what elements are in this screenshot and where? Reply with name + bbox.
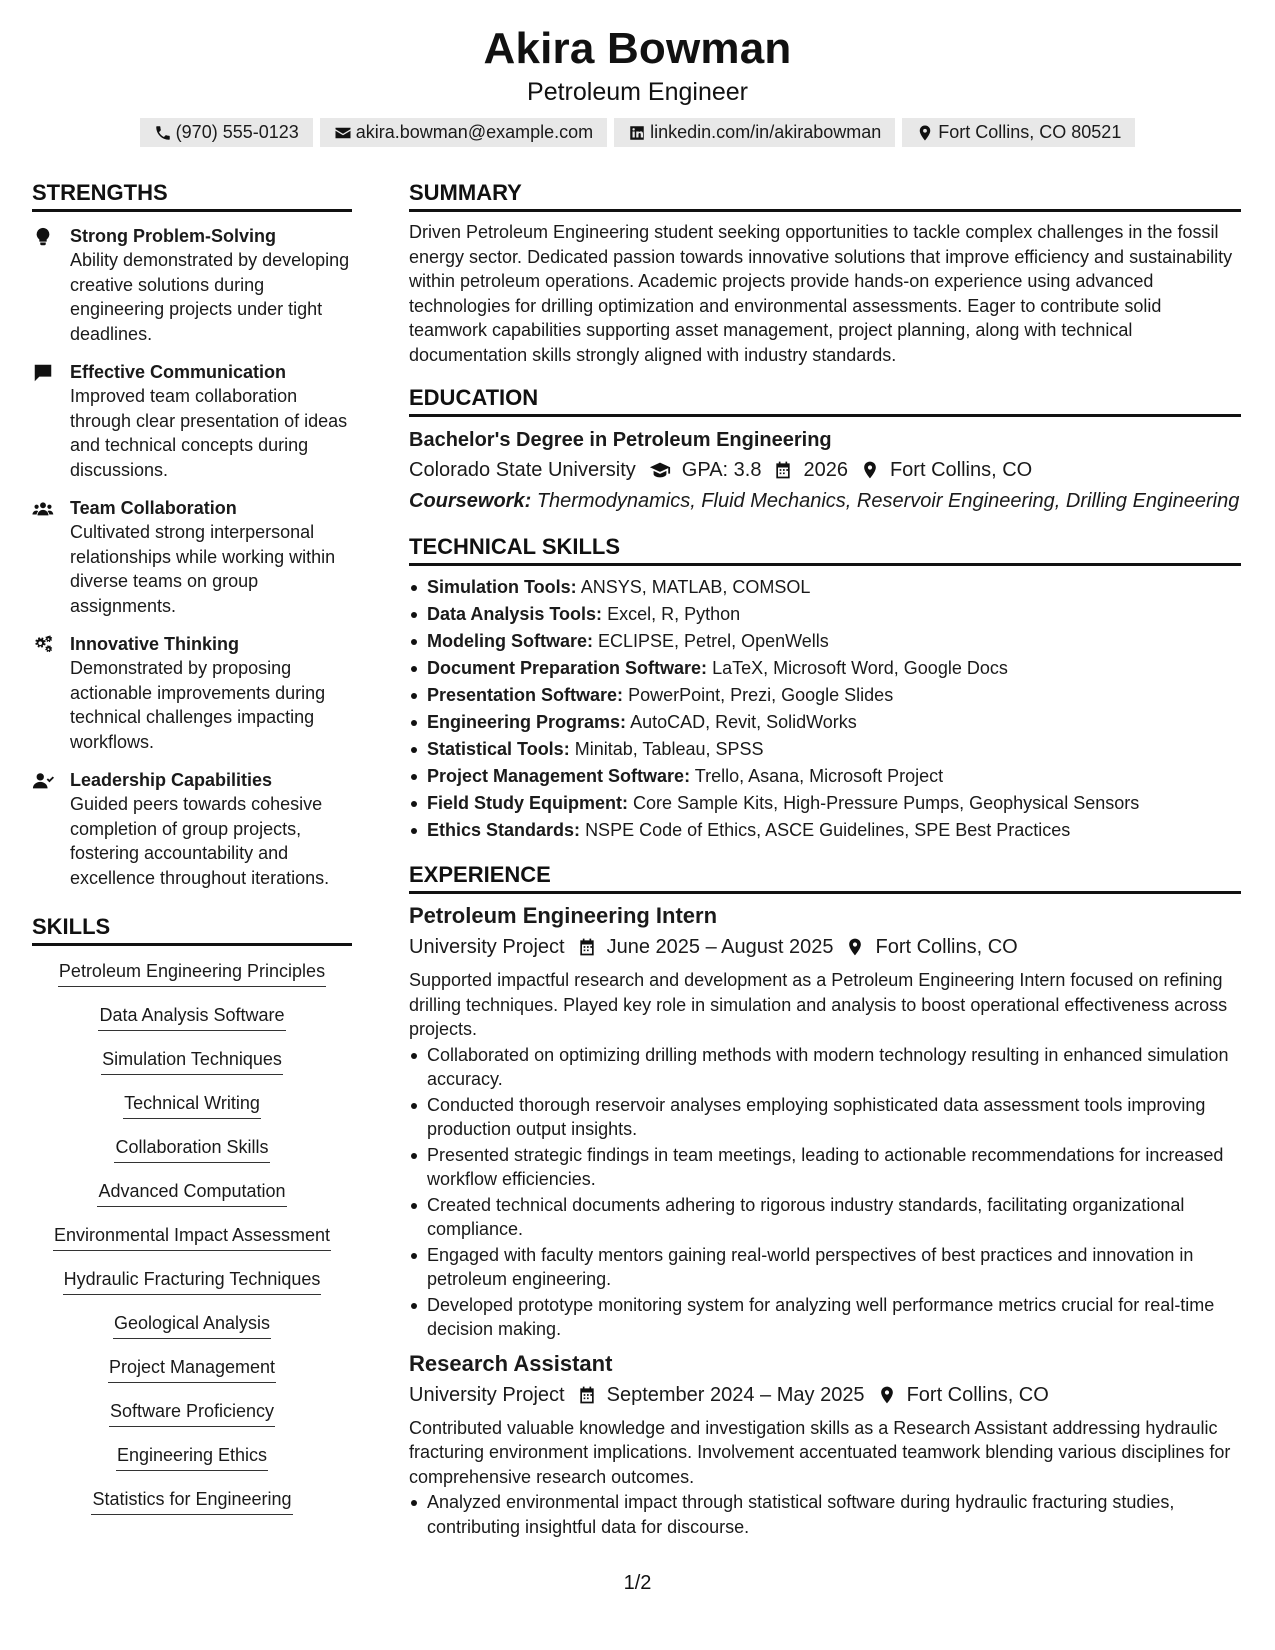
list-item: Created technical documents adhering to rigorous industry standards, facilitating organizational compliance. [409, 1193, 1241, 1242]
gpa: GPA: 3.8 [681, 459, 762, 481]
coursework [409, 486, 1241, 516]
list-item: Engaged with faculty mentors gaining real-world perspectives of best practices and innovation in petroleum engineering. [409, 1243, 1241, 1292]
skill-category: Modeling Software: [427, 631, 593, 651]
skill-values: Minitab, Tableau, SPSS [574, 739, 764, 759]
job-title: Research Assistant [409, 1350, 613, 1376]
skill-item: Software Proficiency [109, 1398, 275, 1427]
contact-location-text: Fort Collins, CO 80521 [938, 122, 1122, 142]
strength-item [32, 496, 352, 618]
candidate-title: Petroleum Engineer [527, 78, 748, 106]
school-name: Colorado State University [409, 459, 636, 481]
job-title: Petroleum Engineering Intern [409, 903, 718, 928]
list-item [409, 601, 1241, 628]
comment-icon [32, 362, 54, 384]
job-location: Fort Collins, CO [875, 936, 1018, 958]
strength-description: Guided peers towards cohesive completion of group projects, fostering accountability and excellence throughout iterations. [70, 794, 330, 888]
skill-item: Geological Analysis [113, 1310, 271, 1339]
skill-values: Core Sample Kits, High-Pressure Pumps, Geophysical Sensors [633, 793, 1140, 813]
education-meta [409, 455, 1241, 485]
page-number: 1/2 [623, 1572, 652, 1594]
list-item [409, 817, 1241, 844]
skill-values: LaTeX, Microsoft Word, Google Docs [712, 658, 1008, 678]
calendar-icon [577, 1385, 597, 1405]
degree-title: Bachelor's Degree in Petroleum Engineering [409, 429, 832, 451]
calendar-icon [773, 460, 793, 480]
skill-item: Project Management [108, 1354, 276, 1383]
linkedin-icon [628, 124, 646, 142]
skill-category: Ethics Standards: [427, 820, 581, 840]
skill-item: Data Analysis Software [98, 1002, 285, 1031]
job-entry [409, 1350, 1241, 1540]
skill-values: ANSYS, MATLAB, COMSOL [580, 577, 811, 597]
contact-bar [0, 118, 1275, 147]
summary-section [409, 178, 1241, 367]
skill-item: Technical Writing [123, 1090, 261, 1119]
education-section [409, 383, 1241, 516]
skill-category: Field Study Equipment: [427, 793, 628, 813]
users-icon [32, 498, 54, 520]
skill-category: Document Preparation Software: [427, 658, 708, 678]
skill-category: Engineering Programs: [427, 712, 627, 732]
skill-item: Statistics for Engineering [91, 1486, 292, 1515]
list-item [409, 574, 1241, 601]
job-location: Fort Collins, CO [906, 1383, 1049, 1406]
user-check-icon [32, 770, 54, 792]
list-item [409, 709, 1241, 736]
summary-text: Driven Petroleum Engineering student seeking opportunities to tackle complex challenges in the fossil energy sector. Dedicated passion towards innovative solutions that improve efficiency and sustainability within petroleum operations. Academic projects provide hands-on experience using advanced technologies for drilling optimization and environmental assessments. Eager to contribute solid teamwork capabilities supporting asset management, project planning, along with technical documentation skills strongly aligned with industry standards. [409, 222, 1233, 365]
technical-skills-list [409, 574, 1241, 844]
skill-category: Statistical Tools: [427, 739, 570, 759]
skill-item: Environmental Impact Assessment [53, 1222, 331, 1251]
strength-title: Strong Problem-Solving [70, 226, 277, 246]
list-item [409, 655, 1241, 682]
strength-title: Leadership Capabilities [70, 770, 273, 790]
contact-location [902, 118, 1135, 147]
skill-values: AutoCAD, Revit, SolidWorks [630, 712, 857, 732]
candidate-name: Akira Bowman [483, 24, 792, 73]
coursework-label: Coursework: [409, 490, 532, 512]
list-item: Presented strategic findings in team meetings, leading to actionable recommendations for increased workflow efficiencies. [409, 1143, 1241, 1192]
skill-item: Petroleum Engineering Principles [58, 958, 326, 987]
experience-section [409, 860, 1241, 1539]
strength-item [32, 768, 352, 890]
experience-heading: EXPERIENCE [409, 860, 1241, 894]
list-item [409, 763, 1241, 790]
contact-email-text: akira.bowman@example.com [355, 122, 594, 142]
lightbulb-icon [32, 226, 54, 248]
right-column [409, 178, 1241, 1540]
calendar-icon [577, 937, 597, 957]
strength-description: Ability demonstrated by developing creative solutions during engineering projects under tight deadlines. [70, 250, 350, 344]
contact-email[interactable] [320, 118, 607, 147]
strength-title: Effective Communication [70, 362, 287, 382]
skill-item: Advanced Computation [97, 1178, 286, 1207]
list-item: Collaborated on optimizing drilling methods with modern technology resulting in enhanced simulation accuracy. [409, 1043, 1241, 1092]
strength-title: Team Collaboration [70, 498, 237, 518]
skills-heading: SKILLS [32, 912, 352, 946]
location-pin-icon [916, 124, 934, 142]
strength-description: Demonstrated by proposing actionable improvements during technical challenges impacting workflows. [70, 658, 326, 752]
skill-category: Presentation Software: [427, 685, 624, 705]
contact-phone[interactable] [140, 118, 313, 147]
phone-icon [154, 124, 172, 142]
skill-values: PowerPoint, Prezi, Google Slides [628, 685, 894, 705]
list-item: Developed prototype monitoring system for analyzing well performance metrics crucial for real-time decision making. [409, 1293, 1241, 1342]
contact-linkedin-text: linkedin.com/in/akirabowman [650, 122, 882, 142]
strengths-heading: STRENGTHS [32, 178, 352, 212]
job-dates: June 2025 – August 2025 [606, 936, 834, 958]
list-item: Conducted thorough reservoir analyses employing sophisticated data assessment tools improving production output insights. [409, 1093, 1241, 1142]
skill-values: NSPE Code of Ethics, ASCE Guidelines, SPE Best Practices [585, 820, 1071, 840]
cogs-icon [32, 634, 54, 656]
job-organization: University Project [409, 1383, 565, 1406]
education-heading: EDUCATION [409, 383, 1241, 417]
list-item: Analyzed environmental impact through statistical software during hydraulic fracturing studies, contributing insightful data for discourse. [409, 1490, 1241, 1539]
job-description: Supported impactful research and development as a Petroleum Engineering Intern focused on refining drilling techniques. Played key role in simulation and analysis to boost operational effectiveness across projects. [409, 970, 1228, 1039]
job-bullets [409, 1490, 1241, 1539]
list-item [409, 628, 1241, 655]
contact-linkedin[interactable] [614, 118, 895, 147]
location-pin-icon [877, 1385, 897, 1405]
technical-skills-section [409, 532, 1241, 844]
strength-description: Cultivated strong interpersonal relationships while working within diverse teams on group assignments. [70, 522, 336, 616]
coursework-list: Thermodynamics, Fluid Mechanics, Reservoir Engineering, Drilling Engineering [536, 490, 1240, 512]
location-pin-icon [845, 937, 865, 957]
graduation-year: 2026 [803, 459, 848, 481]
job-meta [409, 1380, 1241, 1410]
strength-item [32, 224, 352, 346]
job-meta [409, 932, 1241, 962]
left-column [32, 178, 352, 1530]
list-item [409, 790, 1241, 817]
skill-category: Data Analysis Tools: [427, 604, 603, 624]
envelope-icon [334, 124, 352, 142]
skill-values: ECLIPSE, Petrel, OpenWells [598, 631, 829, 651]
skill-category: Simulation Tools: [427, 577, 577, 597]
summary-heading: SUMMARY [409, 178, 1241, 212]
job-entry [409, 902, 1241, 1342]
skill-item: Simulation Techniques [101, 1046, 283, 1075]
education-location: Fort Collins, CO [889, 459, 1033, 481]
skill-values: Trello, Asana, Microsoft Project [694, 766, 944, 786]
job-description: Contributed valuable knowledge and investigation skills as a Research Assistant addressing hydraulic fracturing environment implications. Involvement accentuated teamwork blending various disciplines for comprehensive research outcomes. [409, 1417, 1231, 1487]
strength-item [32, 632, 352, 754]
skill-item: Engineering Ethics [116, 1442, 268, 1471]
graduation-cap-icon [648, 459, 672, 481]
skill-category: Project Management Software: [427, 766, 691, 786]
job-dates: September 2024 – May 2025 [606, 1383, 865, 1406]
location-pin-icon [860, 460, 880, 480]
strength-item [32, 360, 352, 482]
list-item [409, 736, 1241, 763]
job-bullets [409, 1043, 1241, 1342]
job-organization: University Project [409, 936, 565, 958]
strength-title: Innovative Thinking [70, 634, 240, 654]
strengths-list [32, 224, 352, 890]
contact-phone-text: (970) 555-0123 [175, 122, 299, 142]
technical-skills-heading: TECHNICAL SKILLS [409, 532, 1241, 566]
skill-values: Excel, R, Python [607, 604, 741, 624]
skills-list [32, 958, 352, 1530]
list-item [409, 682, 1241, 709]
skill-item: Hydraulic Fracturing Techniques [63, 1266, 322, 1295]
strength-description: Improved team collaboration through clear presentation of ideas and technical concepts during discussions. [70, 386, 348, 480]
skill-item: Collaboration Skills [114, 1134, 269, 1163]
resume-header [0, 0, 1275, 147]
